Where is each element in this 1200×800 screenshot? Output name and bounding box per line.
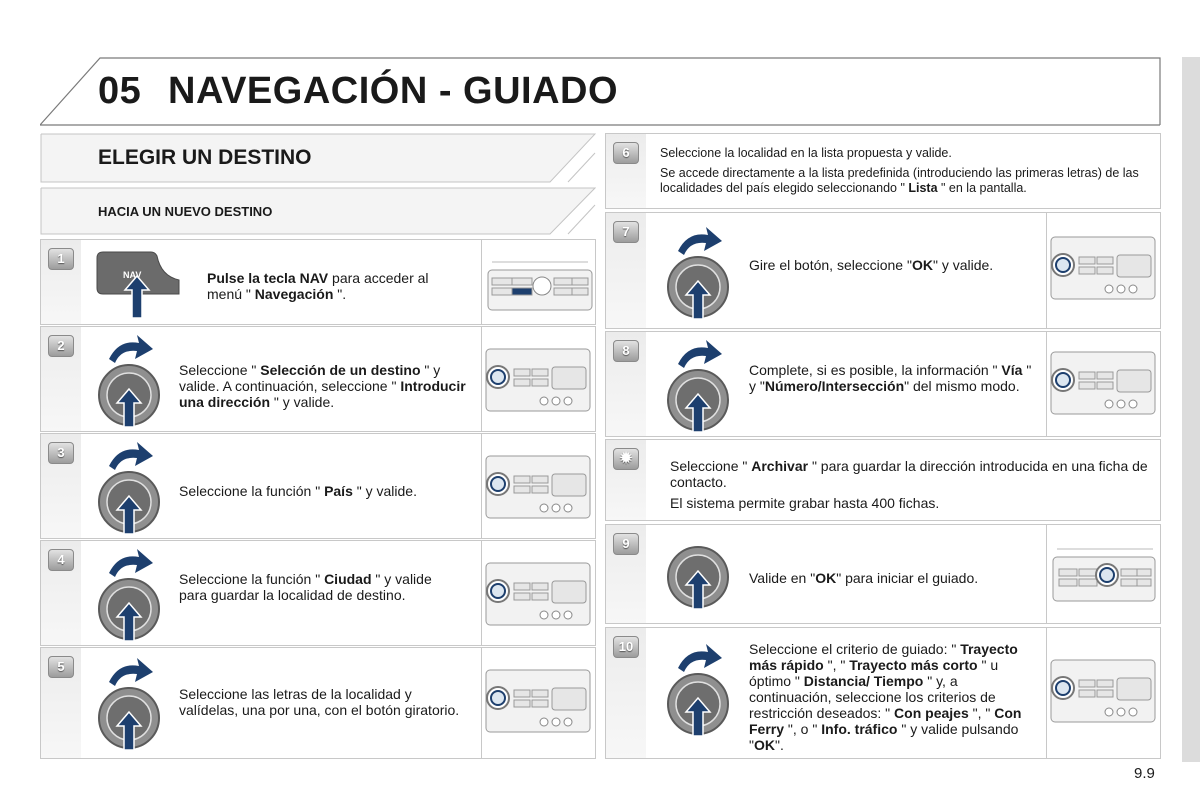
tip-note: El sistema permite grabar hasta 400 fichas. [670, 495, 940, 511]
rotary-knob-icon [95, 440, 165, 541]
radio-panel-image [1046, 628, 1160, 758]
rotary-knob-icon [95, 656, 165, 757]
step-5 [40, 647, 596, 759]
step-8 [605, 331, 1161, 437]
rotary-knob-icon [664, 543, 734, 618]
step-2-text: Seleccione " Selección de un destino " y valide. A continuación, seleccione " Introducir una dirección " y valide. [179, 362, 466, 410]
step-10 [605, 627, 1161, 759]
step-number-badge: 3 [48, 442, 74, 464]
radio-panel-image [481, 327, 595, 431]
step-number-badge: 4 [48, 549, 74, 571]
lightbulb-icon: ✹ [613, 448, 639, 470]
page-number: 9.9 [1134, 765, 1155, 782]
svg-text:NAV: NAV [123, 270, 142, 280]
chapter-title: NAVEGACIÓN - GUIADO [168, 70, 619, 112]
radio-panel-image [481, 541, 595, 645]
step-number-badge: 10 [613, 636, 639, 658]
step-7 [605, 212, 1161, 329]
radio-panel-image [481, 240, 595, 324]
step-4 [40, 540, 596, 646]
step-number-badge: 1 [48, 248, 74, 270]
step-9 [605, 524, 1161, 624]
step-4-text: Seleccione la función " Ciudad " y valide para guardar la localidad de destino. [179, 571, 432, 603]
step-3 [40, 433, 596, 539]
chapter-number: 05 [98, 70, 142, 112]
step-7-text: Gire el botón, seleccione "OK" y valide. [749, 257, 994, 273]
radio-panel-image [1046, 525, 1160, 623]
step-3-text: Seleccione la función " País " y valide. [179, 483, 417, 499]
rotary-knob-icon [664, 225, 734, 326]
radio-panel-image [1046, 332, 1160, 436]
section-title: ELEGIR UN DESTINO [98, 146, 312, 169]
step-6-note: Se accede directamente a la lista predefinida (introduciendo las primeras letras) de las localidades del país elegido seleccionando " Lista " en la pantalla. [660, 166, 1139, 195]
step-number-badge: 8 [613, 340, 639, 362]
step-6 [605, 133, 1161, 209]
step-1-text: Pulse la tecla NAV para acceder al menú " Navegación ". [207, 270, 429, 302]
radio-panel-image [481, 648, 595, 758]
step-6-text: Seleccione la localidad en la lista propuesta y valide. [660, 146, 952, 160]
nav-key-icon [95, 250, 181, 325]
step-number-badge: 2 [48, 335, 74, 357]
side-tab [1182, 57, 1200, 762]
tip-row [605, 439, 1161, 521]
subsection-title: HACIA UN NUEVO DESTINO [98, 204, 273, 219]
step-1 [40, 239, 596, 325]
step-9-text: Valide en "OK" para iniciar el guiado. [749, 570, 979, 586]
radio-panel-image [481, 434, 595, 538]
rotary-knob-icon [95, 333, 165, 434]
step-number-badge: 7 [613, 221, 639, 243]
step-number-badge: 9 [613, 533, 639, 555]
step-8-text: Complete, si es posible, la información " Vía " y "Número/Intersección" del mismo modo. [749, 362, 1032, 394]
rotary-knob-icon [95, 547, 165, 648]
rotary-knob-icon [664, 338, 734, 439]
step-2 [40, 326, 596, 432]
tip-text: Seleccione " Archivar " para guardar la dirección introducida en una ficha de contacto. [670, 458, 1148, 490]
radio-panel-image [1046, 213, 1160, 328]
step-number-badge: 6 [613, 142, 639, 164]
step-number-badge: 5 [48, 656, 74, 678]
rotary-knob-icon [664, 642, 734, 743]
step-10-text: Seleccione el criterio de guiado: " Trayecto más rápido ", " Trayecto más corto " u óptimo " Distancia/ Tiempo " y, a continuación, seleccione los criterios de restricción deseados: " Con peajes ", " Con Ferry ", o " Info. tráfico " y valide pulsando "OK". [749, 641, 1022, 753]
step-5-text: Seleccione las letras de la localidad y valídelas, una por una, con el botón giratorio. [179, 686, 460, 718]
